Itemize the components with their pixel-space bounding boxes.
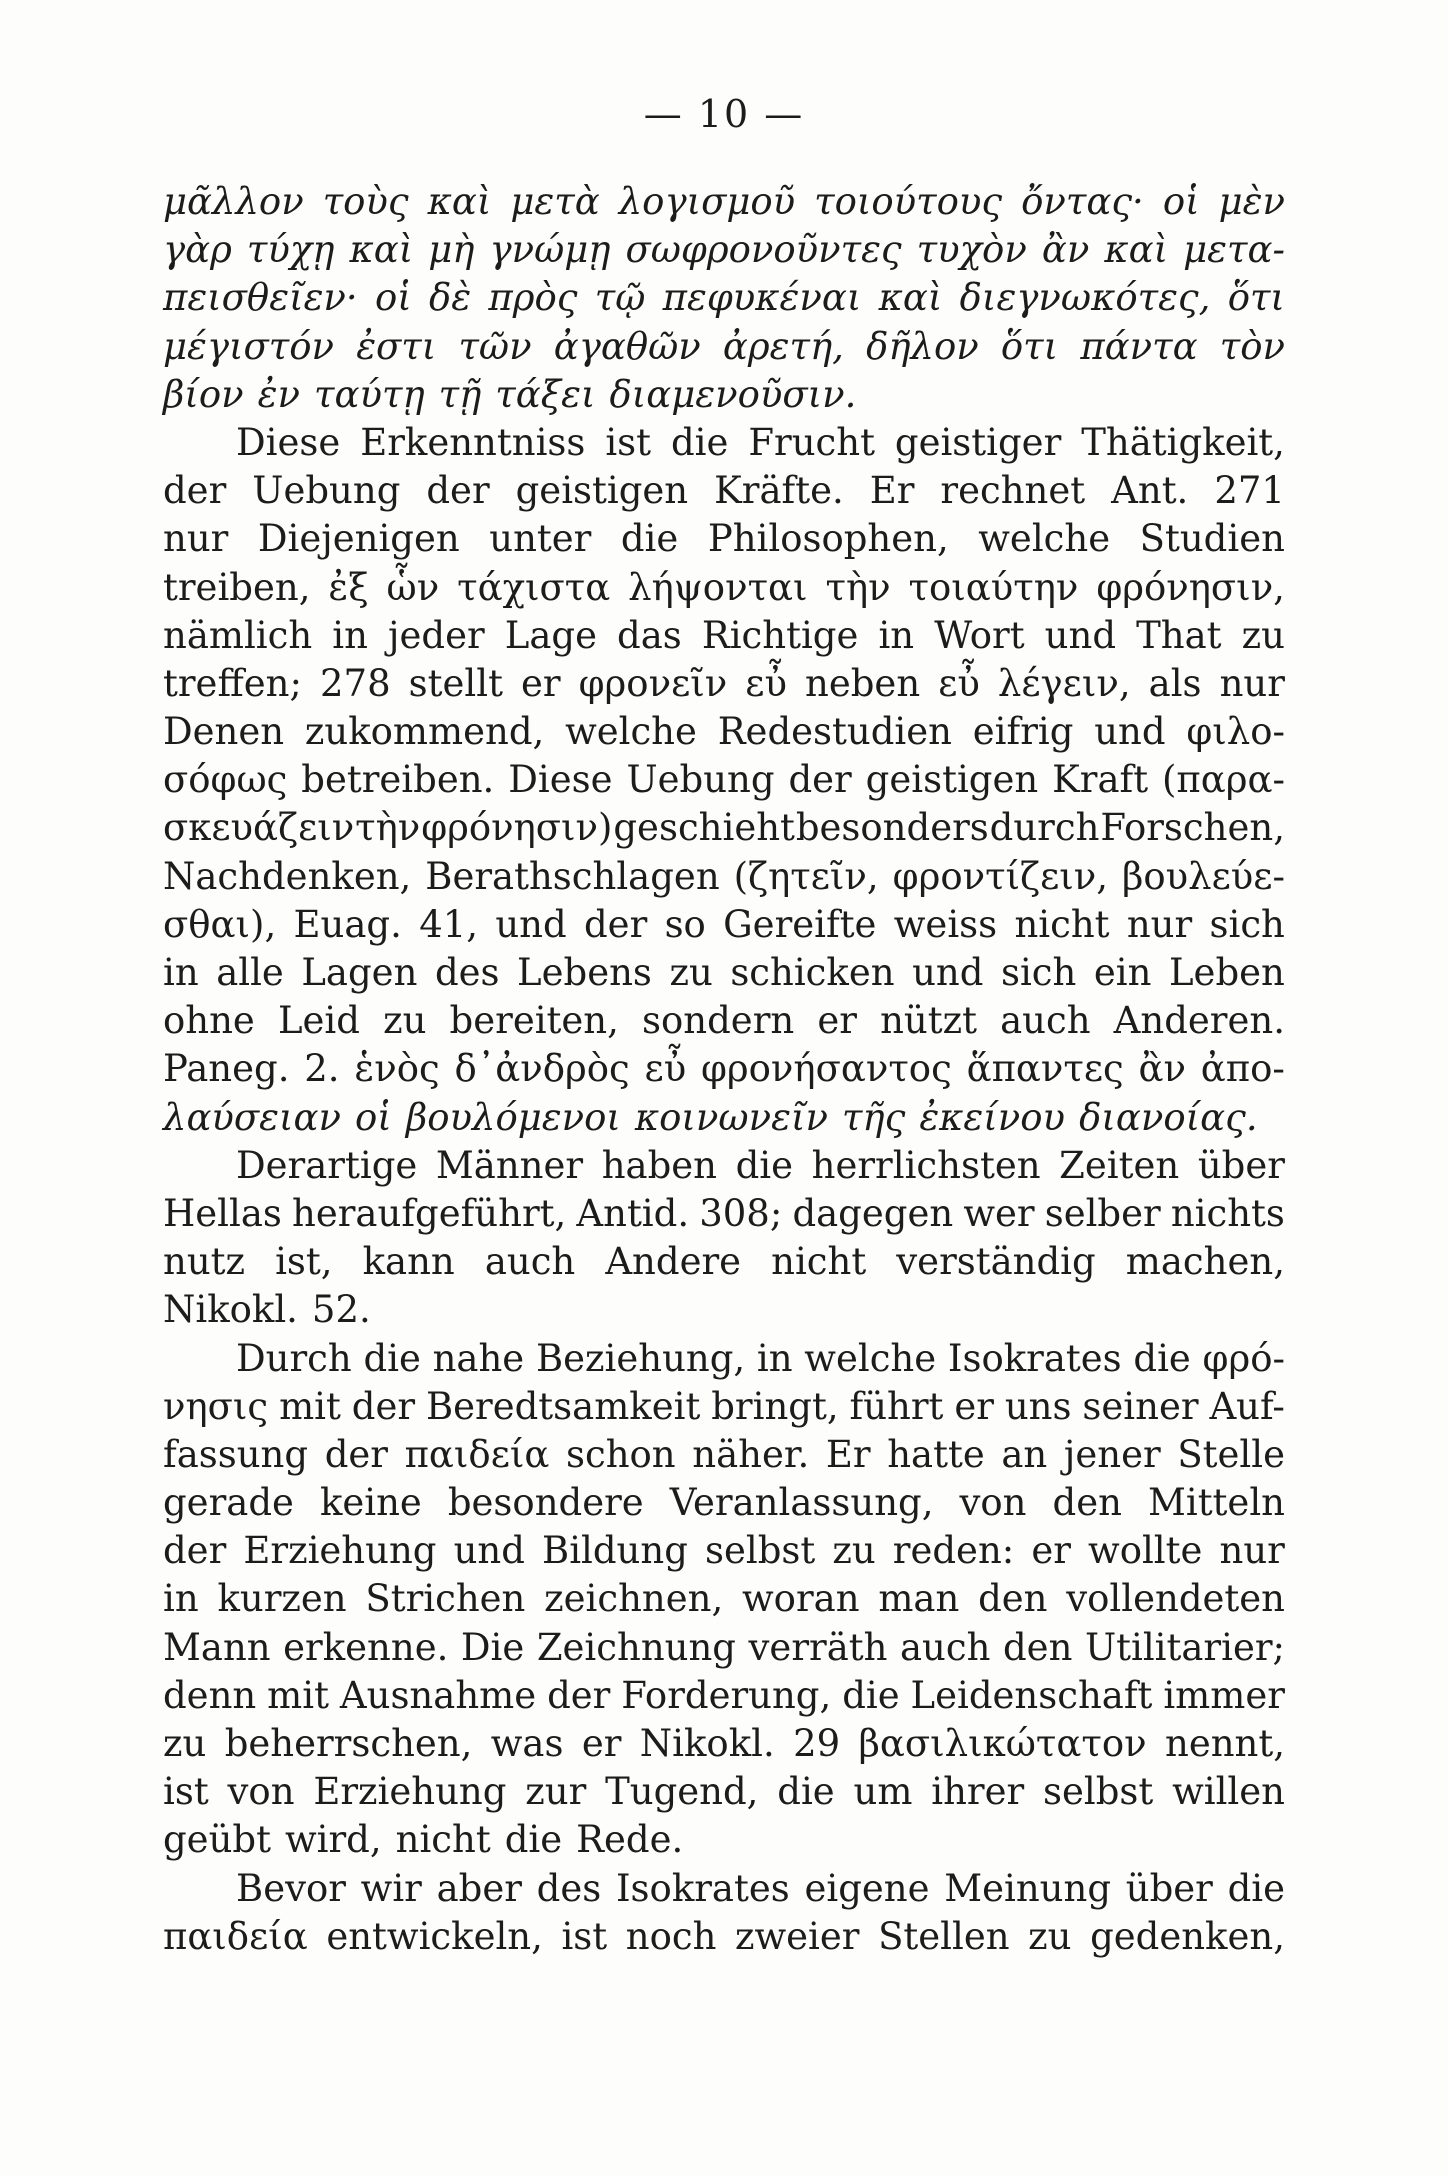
text-line: zu beherrschen, was er Nikokl. 29 βασιλικώτατον nennt, [163, 1722, 1285, 1765]
text-line: Durch die nahe Beziehung, in welche Isokrates die φρό- [236, 1336, 1285, 1380]
text-line: Hellas heraufgeführt, Antid. 308; dagegen wer selber nichts [163, 1191, 1285, 1235]
text-line: νησις mit der Beredtsamkeit bringt, führt er uns seiner Auf- [163, 1384, 1285, 1428]
text-line: ist von Erziehung zur Tugend, die um ihrer selbst willen [163, 1770, 1285, 1814]
text-line: in alle Lagen des Lebens zu schicken und sich ein Leben [163, 951, 1285, 994]
text-line: σκευάζειν τὴν φρόνησιν) geschieht besonders durch Forschen, [163, 806, 1285, 850]
text-line: nutz ist, kann auch Andere nicht verständig machen, [163, 1240, 1285, 1284]
text-line: treffen; 278 stellt er φρονεῖν εὖ neben εὖ λέγειν, als nur [163, 661, 1285, 705]
text-line: geübt wird, nicht die Rede. [163, 1818, 684, 1862]
body-text [163, 178, 1285, 1961]
text-line: fassung der παιδεία schon näher. Er hatte an jener Stelle [163, 1432, 1285, 1476]
text-line: der Uebung der geistigen Kräfte. Er rechnet Ant. 271 [163, 469, 1285, 513]
text-line: Denen zukommend, welche Redestudien eifrig und φιλο- [163, 710, 1285, 754]
text-line: γὰρ τύχῃ καὶ μὴ γνώμῃ σωφρονοῦντες τυχὸν ἂν καὶ μετα- [163, 228, 1285, 272]
text-line: Mann erkenne. Die Zeichnung verräth auch den Utilitarier; [163, 1625, 1285, 1669]
text-line: der Erziehung und Bildung selbst zu reden: er wollte nur [163, 1529, 1285, 1573]
text-line: βίον ἐν ταύτῃ τῇ τάξει διαμενοῦσιν. [163, 372, 857, 416]
text-line: λαύσειαν οἱ βουλόμενοι κοινωνεῖν τῆς ἐκείνου διανοίας. [163, 1095, 1258, 1139]
text-line: μᾶλλον τοὺς καὶ μετὰ λογισμοῦ τοιούτους ὄντας· οἱ μὲν [163, 180, 1285, 223]
text-line: πεισθεῖεν· οἱ δὲ πρὸς τῷ πεφυκέναι καὶ διεγνωκότες, ὅτι [163, 276, 1285, 320]
text-line: gerade keine besondere Veranlassung, von den Mitteln [163, 1481, 1285, 1525]
text-line: σθαι), Euag. 41, und der so Gereifte weiss nicht nur sich [163, 902, 1285, 946]
text-line: Derartige Männer haben die herrlichsten Zeiten über [236, 1143, 1285, 1187]
text-line: Nikokl. 52. [163, 1288, 371, 1332]
text-line: Diese Erkenntniss ist die Frucht geistiger Thätigkeit, [236, 420, 1285, 464]
text-line: treiben, ἐξ ὧν τάχιστα λήψονται τὴν τοιαύτην φρόνησιν, [163, 565, 1285, 609]
text-line: παιδεία entwickeln, ist noch zweier Stellen zu gedenken, [163, 1914, 1285, 1958]
text-line: in kurzen Strichen zeichnen, woran man den vollendeten [163, 1577, 1285, 1621]
text-line: nämlich in jeder Lage das Richtige in Wort und That zu [163, 613, 1285, 657]
text-line: μέγιστόν ἐστι τῶν ἀγαθῶν ἀρετή, δῆλον ὅτι πάντα τὸν [163, 324, 1285, 368]
page-number: — 10 — [643, 92, 805, 136]
text-line: nur Diejenigen unter die Philosophen, welche Studien [163, 517, 1285, 561]
text-line: denn mit Ausnahme der Forderung, die Leidenschaft immer [163, 1673, 1285, 1717]
text-line: Bevor wir aber des Isokrates eigene Meinung über die [236, 1866, 1285, 1910]
text-line: σόφως betreiben. Diese Uebung der geistigen Kraft (παρα- [163, 758, 1285, 802]
text-line: Paneg. 2. ἑνὸς δ᾽ἀνδρὸς εὖ φρονήσαντος ἅπαντες ἂν ἀπο- [163, 1047, 1285, 1091]
text-line: Nachdenken, Berathschlagen (ζητεῖν, φροντίζειν, βουλεύε- [163, 854, 1285, 898]
text-line: ohne Leid zu bereiten, sondern er nützt auch Anderen. [163, 999, 1285, 1043]
